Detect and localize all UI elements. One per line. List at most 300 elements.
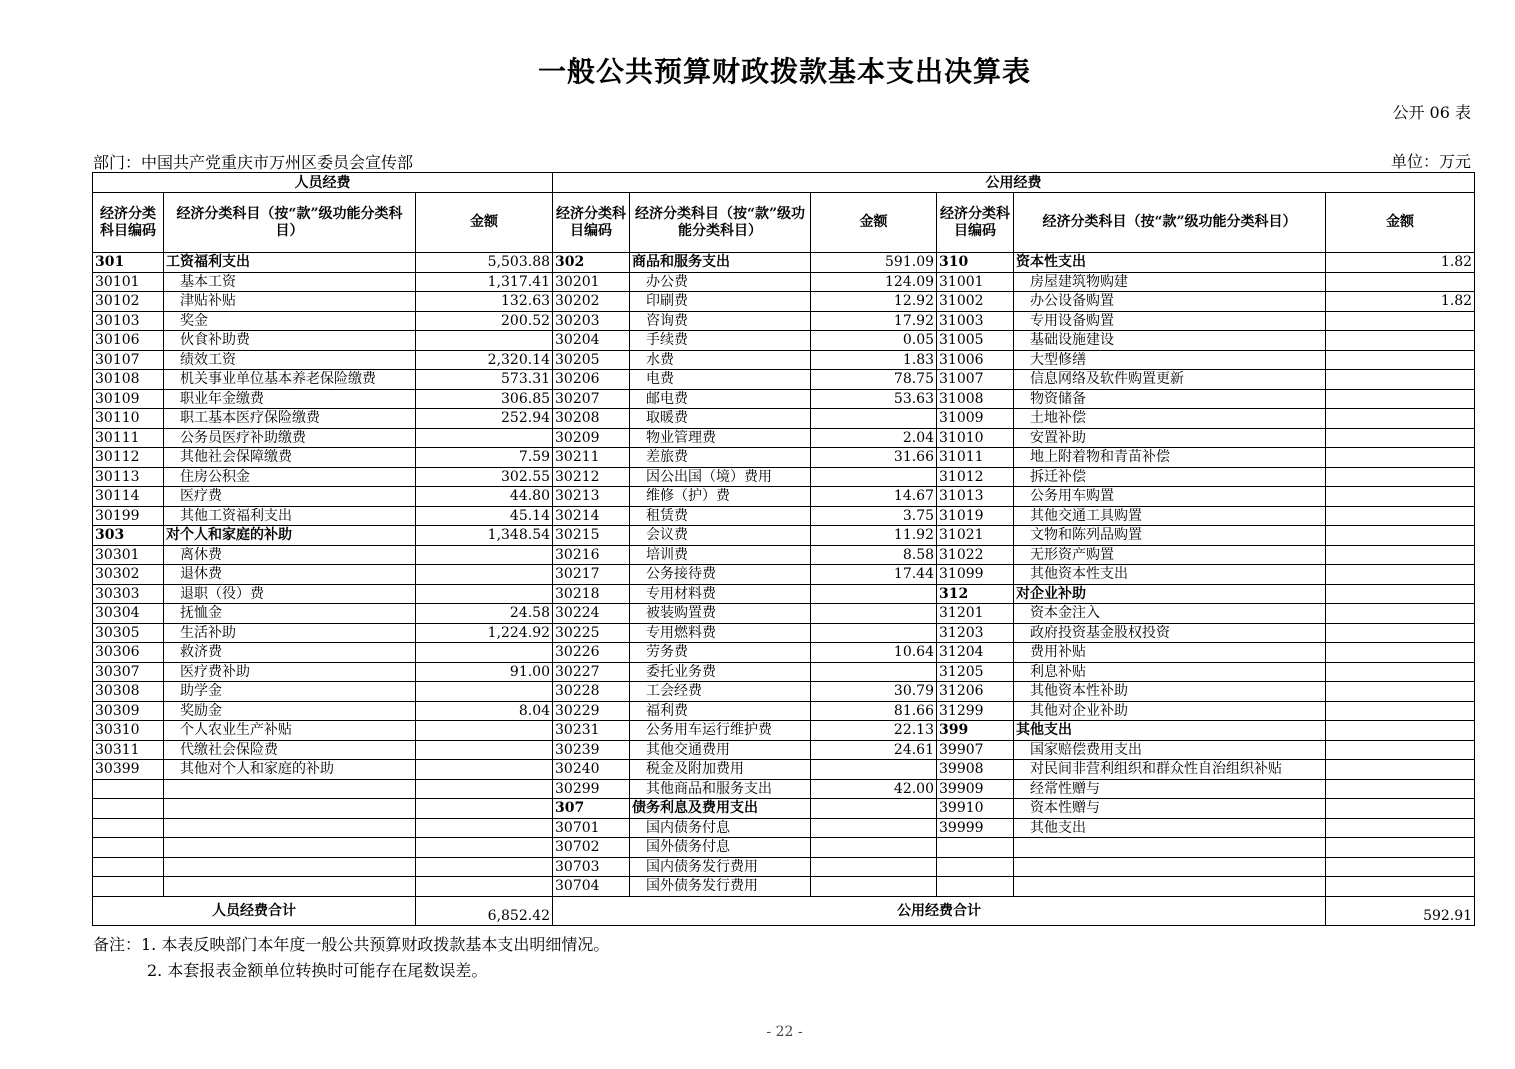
- amount-cell: 302.55: [416, 467, 553, 487]
- expenditure-table: [92, 172, 1475, 926]
- category-code: 31022: [937, 545, 1014, 565]
- category-name: 政府投资基金股权投资: [1014, 623, 1326, 643]
- category-name: 国外债务付息: [630, 838, 811, 858]
- category-code: [937, 857, 1014, 877]
- category-name: 无形资产购置: [1014, 545, 1326, 565]
- category-name: [164, 857, 416, 877]
- amount-cell: [811, 818, 937, 838]
- amount-cell: [1326, 818, 1475, 838]
- category-code: 31203: [937, 623, 1014, 643]
- table-row: [93, 799, 1475, 819]
- header-amount: 金额: [811, 193, 937, 253]
- amount-cell: [416, 740, 553, 760]
- category-name: 专用燃料费: [630, 623, 811, 643]
- category-code: 30113: [93, 467, 164, 487]
- category-code: 31002: [937, 292, 1014, 312]
- category-name: 伙食补助费: [164, 331, 416, 351]
- category-code: 31003: [937, 311, 1014, 331]
- amount-cell: 24.58: [416, 604, 553, 624]
- category-code: 30101: [93, 272, 164, 292]
- category-code: 30209: [553, 428, 630, 448]
- category-code: 31010: [937, 428, 1014, 448]
- category-code: 39910: [937, 799, 1014, 819]
- amount-cell: [416, 857, 553, 877]
- category-code: 30107: [93, 350, 164, 370]
- category-name: 医疗费补助: [164, 662, 416, 682]
- amount-cell: [1326, 584, 1475, 604]
- category-code: 30309: [93, 701, 164, 721]
- category-code: 30231: [553, 721, 630, 741]
- category-name: [1014, 877, 1326, 897]
- table-row: [93, 467, 1475, 487]
- category-code: 312: [937, 584, 1014, 604]
- department-label: 部门：中国共产党重庆市万州区委员会宣传部: [93, 153, 414, 172]
- category-name: 对企业补助: [1014, 584, 1326, 604]
- amount-cell: [1326, 331, 1475, 351]
- category-name: 津贴补贴: [164, 292, 416, 312]
- table-row: [93, 604, 1475, 624]
- amount-cell: [1326, 623, 1475, 643]
- category-name: 国内债务发行费用: [630, 857, 811, 877]
- amount-cell: 10.64: [811, 643, 937, 663]
- category-code: 303: [93, 526, 164, 546]
- category-name: 退职（役）费: [164, 584, 416, 604]
- category-name: 邮电费: [630, 389, 811, 409]
- category-name: 取暖费: [630, 409, 811, 429]
- category-code: 30299: [553, 779, 630, 799]
- category-code: 30227: [553, 662, 630, 682]
- amount-cell: [1326, 389, 1475, 409]
- amount-cell: [1326, 838, 1475, 858]
- category-name: 机关事业单位基本养老保险缴费: [164, 370, 416, 390]
- category-name: 绩效工资: [164, 350, 416, 370]
- category-name: 税金及附加费用: [630, 760, 811, 780]
- category-name: 地上附着物和青苗补偿: [1014, 448, 1326, 468]
- header-name: 经济分类科目（按“款”级功能分类科目）: [630, 193, 811, 253]
- table-row: [93, 253, 1475, 273]
- category-code: 30704: [553, 877, 630, 897]
- amount-cell: [811, 857, 937, 877]
- category-name: [164, 877, 416, 897]
- category-name: 维修（护）费: [630, 487, 811, 507]
- category-name: 对个人和家庭的补助: [164, 526, 416, 546]
- category-code: 30218: [553, 584, 630, 604]
- section-personnel: 人员经费: [93, 173, 553, 193]
- amount-cell: [1326, 506, 1475, 526]
- category-name: 退休费: [164, 565, 416, 585]
- table-row: [93, 877, 1475, 897]
- category-name: 文物和陈列品购置: [1014, 526, 1326, 546]
- amount-cell: [1326, 409, 1475, 429]
- amount-cell: [811, 409, 937, 429]
- table-row: [93, 428, 1475, 448]
- amount-cell: [1326, 350, 1475, 370]
- amount-cell: 81.66: [811, 701, 937, 721]
- category-name: 因公出国（境）费用: [630, 467, 811, 487]
- category-code: 31205: [937, 662, 1014, 682]
- category-code: 31012: [937, 467, 1014, 487]
- category-code: 30109: [93, 389, 164, 409]
- category-code: 30302: [93, 565, 164, 585]
- category-name: 办公设备购置: [1014, 292, 1326, 312]
- table-row: [93, 389, 1475, 409]
- amount-cell: [1326, 760, 1475, 780]
- category-name: 水费: [630, 350, 811, 370]
- amount-cell: 5,503.88: [416, 253, 553, 273]
- amount-cell: [1326, 604, 1475, 624]
- page-number: - 22 -: [766, 1024, 803, 1040]
- header-code: 经济分类科目编码: [937, 193, 1014, 253]
- amount-cell: 8.58: [811, 545, 937, 565]
- table-row: [93, 526, 1475, 546]
- category-code: 30203: [553, 311, 630, 331]
- amount-cell: [416, 428, 553, 448]
- category-code: 30204: [553, 331, 630, 351]
- category-code: [93, 857, 164, 877]
- category-code: 30308: [93, 682, 164, 702]
- category-code: [93, 838, 164, 858]
- category-code: 31011: [937, 448, 1014, 468]
- category-name: 其他资本性支出: [1014, 565, 1326, 585]
- amount-cell: [416, 584, 553, 604]
- category-code: 30201: [553, 272, 630, 292]
- category-code: 30239: [553, 740, 630, 760]
- amount-cell: [1326, 428, 1475, 448]
- amount-cell: 1,348.54: [416, 526, 553, 546]
- category-name: 费用补贴: [1014, 643, 1326, 663]
- category-code: 30307: [93, 662, 164, 682]
- amount-cell: 17.44: [811, 565, 937, 585]
- table-row: [93, 370, 1475, 390]
- category-code: 30228: [553, 682, 630, 702]
- category-name: [164, 799, 416, 819]
- category-code: 39908: [937, 760, 1014, 780]
- category-code: 30110: [93, 409, 164, 429]
- category-code: 399: [937, 721, 1014, 741]
- category-name: 其他对个人和家庭的补助: [164, 760, 416, 780]
- category-code: 30229: [553, 701, 630, 721]
- public-total-label: 公用经费合计: [553, 896, 1326, 925]
- amount-cell: [1326, 857, 1475, 877]
- category-name: 其他社会保障缴费: [164, 448, 416, 468]
- amount-cell: 132.63: [416, 292, 553, 312]
- category-name: 房屋建筑物购建: [1014, 272, 1326, 292]
- header-amount: 金额: [1326, 193, 1475, 253]
- category-name: 大型修缮: [1014, 350, 1326, 370]
- category-code: [93, 877, 164, 897]
- category-code: 31099: [937, 565, 1014, 585]
- amount-cell: [1326, 740, 1475, 760]
- amount-cell: [416, 877, 553, 897]
- amount-cell: [416, 545, 553, 565]
- table-row: [93, 506, 1475, 526]
- amount-cell: 91.00: [416, 662, 553, 682]
- category-code: 30211: [553, 448, 630, 468]
- category-code: 30226: [553, 643, 630, 663]
- amount-cell: [1326, 701, 1475, 721]
- section-public: 公用经费: [553, 173, 1475, 193]
- category-code: 31201: [937, 604, 1014, 624]
- category-name: 印刷费: [630, 292, 811, 312]
- category-code: 30225: [553, 623, 630, 643]
- table-row: [93, 448, 1475, 468]
- amount-cell: 17.92: [811, 311, 937, 331]
- category-code: 30212: [553, 467, 630, 487]
- category-code: 30399: [93, 760, 164, 780]
- category-code: 31013: [937, 487, 1014, 507]
- amount-cell: 42.00: [811, 779, 937, 799]
- table-row: [93, 623, 1475, 643]
- table-row: [93, 760, 1475, 780]
- category-name: 医疗费: [164, 487, 416, 507]
- category-name: 委托业务费: [630, 662, 811, 682]
- category-name: 离休费: [164, 545, 416, 565]
- category-name: 职工基本医疗保险缴费: [164, 409, 416, 429]
- category-name: 被装购置费: [630, 604, 811, 624]
- table-row: [93, 721, 1475, 741]
- category-name: [164, 838, 416, 858]
- personnel-total-label: 人员经费合计: [93, 896, 416, 925]
- note-line-1: 备注：1. 本表反映部门本年度一般公共预算财政拨款基本支出明细情况。: [93, 935, 610, 954]
- category-name: 生活补助: [164, 623, 416, 643]
- category-code: [93, 799, 164, 819]
- category-name: [1014, 838, 1326, 858]
- category-name: 奖金: [164, 311, 416, 331]
- category-code: 30304: [93, 604, 164, 624]
- amount-cell: [811, 662, 937, 682]
- category-name: 其他工资福利支出: [164, 506, 416, 526]
- table-row: [93, 857, 1475, 877]
- category-name: 公务用车运行维护费: [630, 721, 811, 741]
- category-name: 公务接待费: [630, 565, 811, 585]
- amount-cell: [811, 877, 937, 897]
- amount-cell: [416, 818, 553, 838]
- amount-cell: 7.59: [416, 448, 553, 468]
- category-code: 30199: [93, 506, 164, 526]
- category-name: 物业管理费: [630, 428, 811, 448]
- category-code: 39907: [937, 740, 1014, 760]
- table-number: 公开 06 表: [1392, 103, 1471, 122]
- table-row: [93, 584, 1475, 604]
- table-row: [93, 545, 1475, 565]
- table-row: [93, 701, 1475, 721]
- category-name: 其他支出: [1014, 818, 1326, 838]
- category-code: 30701: [553, 818, 630, 838]
- amount-cell: [1326, 643, 1475, 663]
- category-code: 31204: [937, 643, 1014, 663]
- table-row: [93, 740, 1475, 760]
- category-code: 30114: [93, 487, 164, 507]
- category-code: 30240: [553, 760, 630, 780]
- amount-cell: 2,320.14: [416, 350, 553, 370]
- amount-cell: [811, 623, 937, 643]
- header-name: 经济分类科目（按“款”级功能分类科目）: [1014, 193, 1326, 253]
- amount-cell: [416, 779, 553, 799]
- category-name: 基本工资: [164, 272, 416, 292]
- category-code: 30213: [553, 487, 630, 507]
- category-name: 其他交通费用: [630, 740, 811, 760]
- category-code: 39999: [937, 818, 1014, 838]
- amount-cell: 31.66: [811, 448, 937, 468]
- amount-cell: 306.85: [416, 389, 553, 409]
- amount-cell: [811, 584, 937, 604]
- amount-cell: 1,317.41: [416, 272, 553, 292]
- amount-cell: [1326, 526, 1475, 546]
- amount-cell: [416, 721, 553, 741]
- category-code: 31008: [937, 389, 1014, 409]
- amount-cell: [1326, 467, 1475, 487]
- category-code: 30306: [93, 643, 164, 663]
- table-row: [93, 272, 1475, 292]
- category-name: 商品和服务支出: [630, 253, 811, 273]
- category-name: 其他商品和服务支出: [630, 779, 811, 799]
- category-name: 工会经费: [630, 682, 811, 702]
- amount-cell: [811, 838, 937, 858]
- category-code: 30305: [93, 623, 164, 643]
- amount-cell: [1326, 487, 1475, 507]
- category-name: 代缴社会保险费: [164, 740, 416, 760]
- amount-cell: 124.09: [811, 272, 937, 292]
- category-code: 307: [553, 799, 630, 819]
- category-code: 30216: [553, 545, 630, 565]
- category-name: 手续费: [630, 331, 811, 351]
- amount-cell: [1326, 721, 1475, 741]
- table-row: [93, 409, 1475, 429]
- category-code: 31021: [937, 526, 1014, 546]
- amount-cell: [416, 682, 553, 702]
- table-row: [93, 565, 1475, 585]
- header-code: 经济分类科目编码: [93, 193, 164, 253]
- category-name: 办公费: [630, 272, 811, 292]
- category-code: 30303: [93, 584, 164, 604]
- category-name: 公务员医疗补助缴费: [164, 428, 416, 448]
- category-name: 培训费: [630, 545, 811, 565]
- category-code: 30106: [93, 331, 164, 351]
- category-name: 利息补贴: [1014, 662, 1326, 682]
- amount-cell: [811, 760, 937, 780]
- category-code: 30207: [553, 389, 630, 409]
- category-code: 301: [93, 253, 164, 273]
- category-code: 31206: [937, 682, 1014, 702]
- category-name: 个人农业生产补贴: [164, 721, 416, 741]
- unit-label: 单位：万元: [1390, 152, 1471, 171]
- category-code: 302: [553, 253, 630, 273]
- amount-cell: [1326, 682, 1475, 702]
- category-code: 30111: [93, 428, 164, 448]
- table-row: [93, 331, 1475, 351]
- category-code: 30103: [93, 311, 164, 331]
- category-code: 39909: [937, 779, 1014, 799]
- amount-cell: [1326, 779, 1475, 799]
- amount-cell: 1,224.92: [416, 623, 553, 643]
- category-name: 对民间非营利组织和群众性自治组织补贴: [1014, 760, 1326, 780]
- category-name: 债务利息及费用支出: [630, 799, 811, 819]
- table-row: [93, 779, 1475, 799]
- table-body: [93, 253, 1475, 897]
- amount-cell: [1326, 565, 1475, 585]
- category-code: 31299: [937, 701, 1014, 721]
- category-name: 其他支出: [1014, 721, 1326, 741]
- category-code: 310: [937, 253, 1014, 273]
- amount-cell: [811, 467, 937, 487]
- amount-cell: [1326, 272, 1475, 292]
- category-name: 物资储备: [1014, 389, 1326, 409]
- category-code: 30703: [553, 857, 630, 877]
- amount-cell: [416, 565, 553, 585]
- category-code: 30310: [93, 721, 164, 741]
- amount-cell: [811, 799, 937, 819]
- amount-cell: [1326, 799, 1475, 819]
- category-code: 30301: [93, 545, 164, 565]
- notes: [93, 932, 609, 984]
- category-name: 基础设施建设: [1014, 331, 1326, 351]
- category-name: 咨询费: [630, 311, 811, 331]
- category-name: 抚恤金: [164, 604, 416, 624]
- category-name: 其他交通工具购置: [1014, 506, 1326, 526]
- amount-cell: [1326, 370, 1475, 390]
- table-row: [93, 682, 1475, 702]
- category-name: 其他对企业补助: [1014, 701, 1326, 721]
- category-code: 30108: [93, 370, 164, 390]
- category-name: 其他资本性补助: [1014, 682, 1326, 702]
- category-code: [937, 877, 1014, 897]
- amount-cell: 53.63: [811, 389, 937, 409]
- amount-cell: 30.79: [811, 682, 937, 702]
- category-name: 救济费: [164, 643, 416, 663]
- category-name: 住房公积金: [164, 467, 416, 487]
- amount-cell: 2.04: [811, 428, 937, 448]
- header-amount: 金额: [416, 193, 553, 253]
- category-name: 经常性赠与: [1014, 779, 1326, 799]
- category-name: 国外债务发行费用: [630, 877, 811, 897]
- amount-cell: [416, 643, 553, 663]
- amount-cell: 78.75: [811, 370, 937, 390]
- category-name: 资本性支出: [1014, 253, 1326, 273]
- amount-cell: 24.61: [811, 740, 937, 760]
- amount-cell: 573.31: [416, 370, 553, 390]
- note-line-2: 2. 本套报表金额单位转换时可能存在尾数误差。: [147, 961, 488, 980]
- personnel-total-amount: 6,852.42: [416, 896, 553, 925]
- page-title: 一般公共预算财政拨款基本支出决算表: [537, 55, 1031, 88]
- category-name: [1014, 857, 1326, 877]
- table-row: [93, 487, 1475, 507]
- category-code: 30205: [553, 350, 630, 370]
- category-code: 31007: [937, 370, 1014, 390]
- amount-cell: [416, 331, 553, 351]
- category-name: 奖励金: [164, 701, 416, 721]
- amount-cell: 14.67: [811, 487, 937, 507]
- category-name: 专用材料费: [630, 584, 811, 604]
- amount-cell: 1.82: [1326, 253, 1475, 273]
- category-code: 30206: [553, 370, 630, 390]
- table-row: [93, 292, 1475, 312]
- category-name: 工资福利支出: [164, 253, 416, 273]
- amount-cell: [416, 838, 553, 858]
- amount-cell: 3.75: [811, 506, 937, 526]
- category-name: 国家赔偿费用支出: [1014, 740, 1326, 760]
- category-name: 土地补偿: [1014, 409, 1326, 429]
- category-name: 职业年金缴费: [164, 389, 416, 409]
- table-row: [93, 838, 1475, 858]
- category-name: 电费: [630, 370, 811, 390]
- amount-cell: 44.80: [416, 487, 553, 507]
- amount-cell: [1326, 448, 1475, 468]
- category-code: [93, 818, 164, 838]
- category-name: 福利费: [630, 701, 811, 721]
- amount-cell: 1.83: [811, 350, 937, 370]
- category-code: 30224: [553, 604, 630, 624]
- table-row: [93, 818, 1475, 838]
